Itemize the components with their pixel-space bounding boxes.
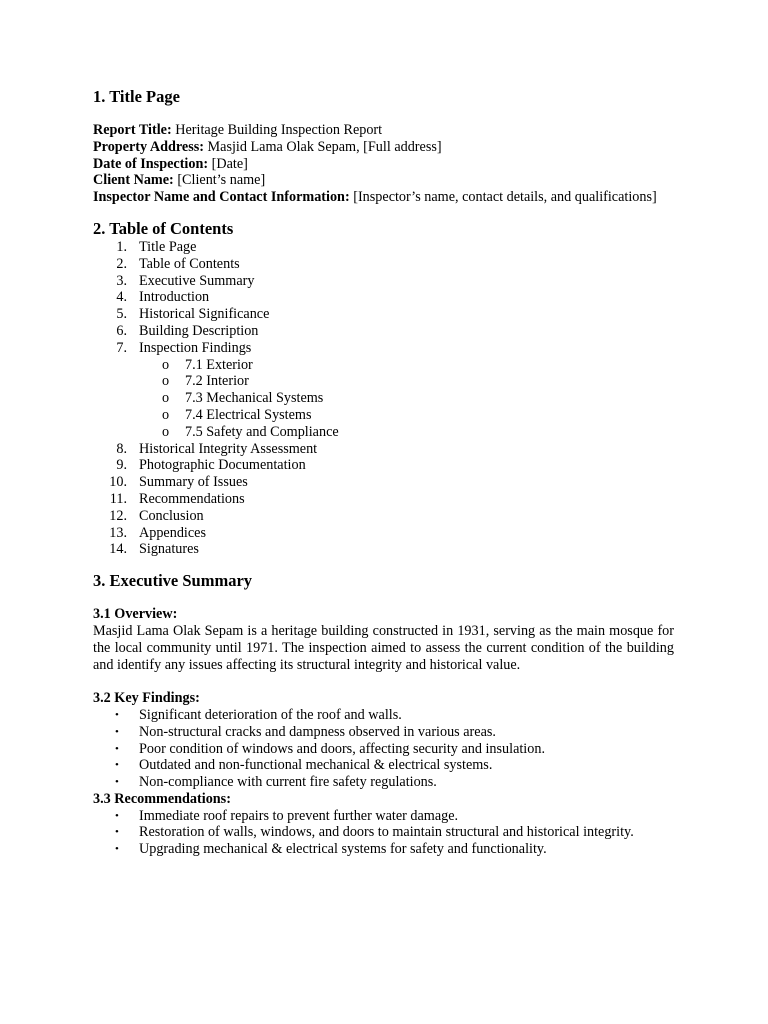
toc-item-label: Recommendations <box>139 490 245 507</box>
paragraph-spacer <box>93 673 674 690</box>
toc-item <box>93 273 674 290</box>
toc-item <box>93 340 674 441</box>
toc-item <box>93 525 674 542</box>
toc-item <box>93 289 674 306</box>
finding-item <box>93 724 674 741</box>
inspection-date-value: [Date] <box>208 155 248 172</box>
toc-subitem-label: 7.3 Mechanical Systems <box>185 390 324 407</box>
bullet-icon: • <box>115 725 119 738</box>
inspector-info-line <box>93 189 674 206</box>
toc-item <box>93 323 674 340</box>
toc-item-label: Title Page <box>139 238 197 255</box>
section-heading-executive-summary: 3. Executive Summary <box>93 571 253 591</box>
inspector-info-value: [Inspector’s name, contact details, and qualifications] <box>349 189 657 206</box>
toc-subitem <box>93 407 674 424</box>
finding-text: Non-compliance with current fire safety regulations. <box>139 774 437 791</box>
toc-subitem-label: 7.2 Interior <box>185 373 249 390</box>
toc-item-number: 1. <box>116 238 127 255</box>
toc-item-number: 8. <box>116 440 127 457</box>
toc-item <box>93 239 674 256</box>
recommendation-text: Restoration of walls, windows, and doors to maintain structural and historical integrity. <box>139 824 634 841</box>
finding-text: Non-structural cracks and dampness observed in various areas. <box>139 723 496 740</box>
finding-text: Poor condition of windows and doors, affecting security and insulation. <box>139 740 545 757</box>
document-page <box>93 87 674 858</box>
toc-item-label: Summary of Issues <box>139 474 248 491</box>
client-name-label: Client Name: <box>93 172 174 189</box>
finding-item <box>93 741 674 758</box>
toc-item-label: Historical Significance <box>139 306 270 323</box>
toc-item-label: Inspection Findings <box>139 339 252 356</box>
report-title-label: Report Title: <box>93 122 172 138</box>
recommendation-item <box>93 824 674 841</box>
toc-item <box>93 541 674 558</box>
recommendation-text: Upgrading mechanical & electrical systems for safety and functionality. <box>139 841 547 858</box>
recommendation-item <box>93 808 674 825</box>
section-heading-table-of-contents: 2. Table of Contents <box>93 218 234 238</box>
toc-item-number: 12. <box>109 507 127 524</box>
toc-item-number: 6. <box>116 322 127 339</box>
recommendation-item <box>93 841 674 858</box>
recommendations-heading: 3.3 Recommendations: <box>93 790 231 807</box>
toc-item-label: Introduction <box>139 289 210 306</box>
toc-item-label: Executive Summary <box>139 272 255 289</box>
toc-item-number: 14. <box>109 541 127 558</box>
toc-item-label: Conclusion <box>139 507 204 524</box>
toc-item-number: 10. <box>109 474 127 491</box>
toc-subitem-marker: o <box>162 423 170 440</box>
toc-subitem <box>93 373 674 390</box>
section-heading-title-page: 1. Title Page <box>93 87 180 106</box>
toc-item <box>93 457 674 474</box>
property-address-line <box>93 139 674 156</box>
bullet-icon: • <box>115 776 119 789</box>
bullet-icon: • <box>115 759 119 772</box>
inspection-date-label: Date of Inspection: <box>93 155 209 172</box>
report-title-line <box>93 122 674 139</box>
toc-subitem <box>93 390 674 407</box>
toc-item-label: Appendices <box>139 524 206 541</box>
recommendation-text: Immediate roof repairs to prevent further water damage. <box>139 807 459 824</box>
toc-item-number: 4. <box>116 289 127 306</box>
toc-item-number: 3. <box>116 272 127 289</box>
toc-subitem <box>93 424 674 441</box>
toc-sublist <box>139 357 674 441</box>
finding-item <box>93 757 674 774</box>
toc-item-label: Signatures <box>139 541 199 558</box>
toc-item <box>93 256 674 273</box>
bullet-icon: • <box>115 708 119 721</box>
overview-paragraph: Masjid Lama Olak Sepam is a heritage building constructed in 1931, serving as the main mosque for the local community until 1971. The inspection aimed to assess the current condition of the building and identify any issues affecting its structural integrity and historical value. <box>93 622 674 673</box>
toc-subitem-label: 7.4 Electrical Systems <box>185 406 312 423</box>
report-title-value: Heritage Building Inspection Report <box>171 122 383 138</box>
key-findings-list <box>93 707 674 791</box>
property-address-label: Property Address: <box>93 138 204 155</box>
bullet-icon: • <box>115 809 119 822</box>
toc-subitem-marker: o <box>162 373 170 390</box>
toc-item-number: 7. <box>116 339 127 356</box>
toc-item-label: Table of Contents <box>139 255 240 272</box>
toc-item-number: 13. <box>109 524 127 541</box>
inspector-info-label: Inspector Name and Contact Information: <box>93 189 350 206</box>
toc-item <box>93 474 674 491</box>
toc-item-label: Historical Integrity Assessment <box>139 440 318 457</box>
recommendations-list <box>93 808 674 858</box>
property-address-value: Masjid Lama Olak Sepam, [Full address] <box>204 138 442 155</box>
toc-item <box>93 306 674 323</box>
toc-subitem-marker: o <box>162 390 170 407</box>
toc-subitem-marker: o <box>162 356 170 373</box>
toc-item <box>93 491 674 508</box>
toc-item-number: 2. <box>116 255 127 272</box>
finding-item <box>93 707 674 724</box>
key-findings-heading: 3.2 Key Findings: <box>93 690 200 707</box>
toc-item <box>93 508 674 525</box>
client-name-line <box>93 172 674 189</box>
client-name-value: [Client’s name] <box>173 172 266 189</box>
bullet-icon: • <box>115 826 119 839</box>
bullet-icon: • <box>115 742 119 755</box>
toc-subitem-label: 7.5 Safety and Compliance <box>185 423 339 440</box>
toc-subitem-label: 7.1 Exterior <box>185 356 253 373</box>
finding-text: Outdated and non-functional mechanical & electrical systems. <box>139 757 493 774</box>
bullet-icon: • <box>115 843 119 856</box>
toc-item <box>93 441 674 458</box>
toc-subitem <box>93 357 674 374</box>
finding-item <box>93 774 674 791</box>
toc-item-label: Photographic Documentation <box>139 457 306 474</box>
toc-item-number: 11. <box>109 490 127 507</box>
table-of-contents-list <box>93 239 674 558</box>
inspection-date-line <box>93 156 674 173</box>
toc-subitem-marker: o <box>162 406 170 423</box>
toc-item-label: Building Description <box>139 322 259 339</box>
toc-item-number: 9. <box>116 457 127 474</box>
overview-heading: 3.1 Overview: <box>93 606 178 623</box>
finding-text: Significant deterioration of the roof and walls. <box>139 706 402 723</box>
toc-item-number: 5. <box>116 306 127 323</box>
